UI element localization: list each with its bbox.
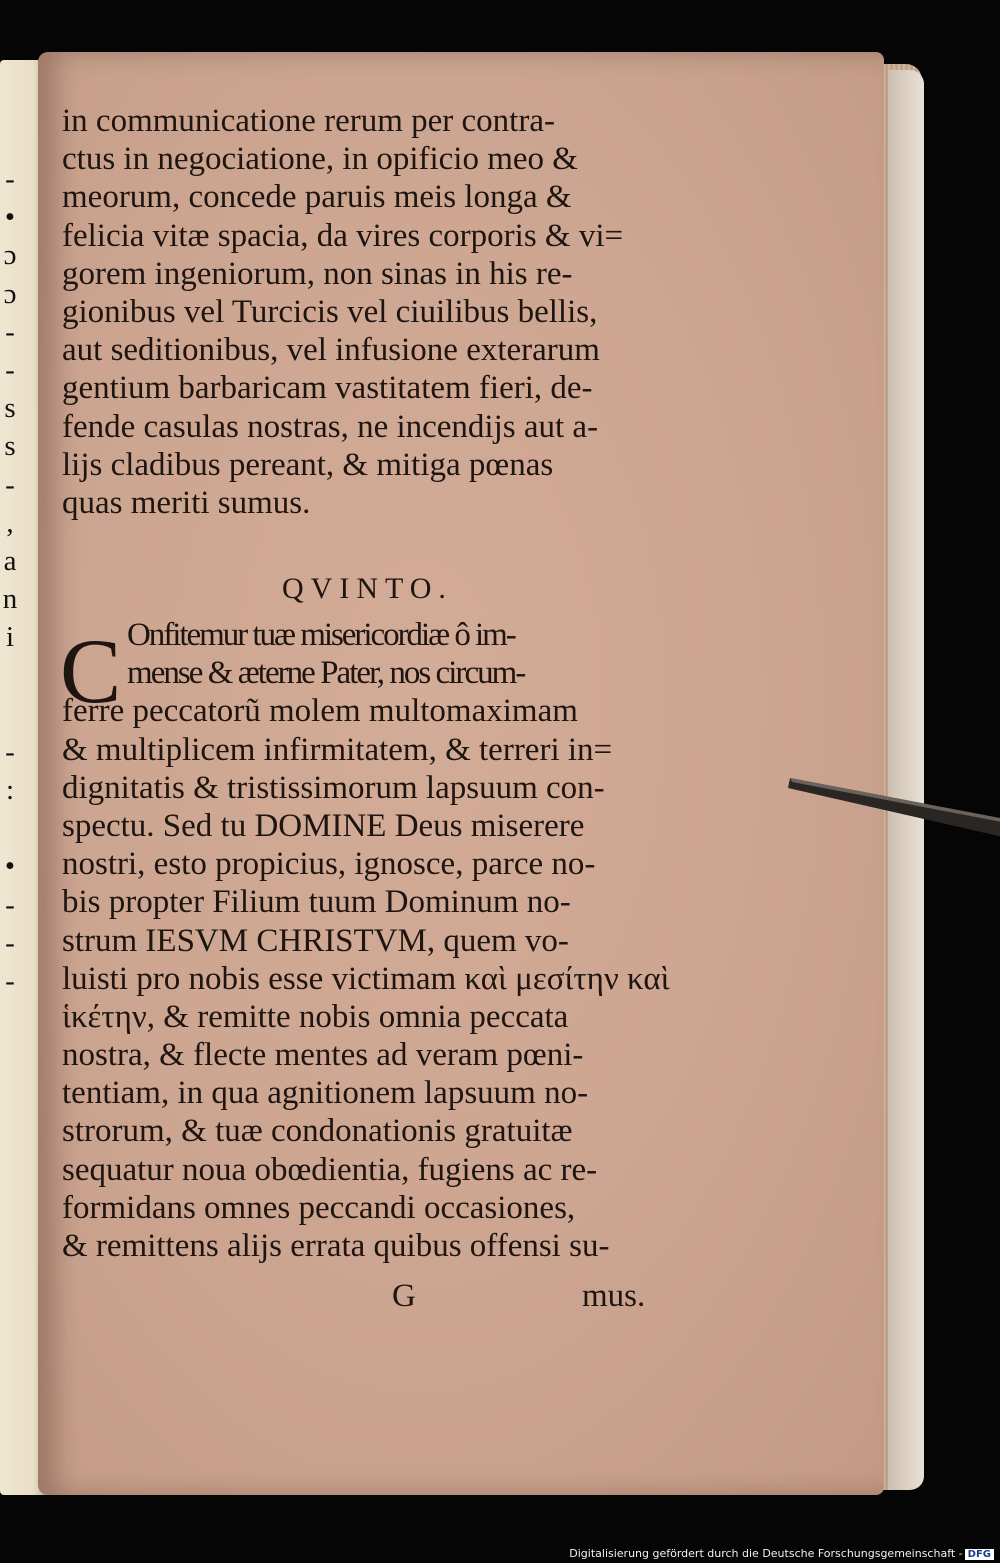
text-line: strorum, & tuæ condonationis gratuitæ — [62, 1113, 573, 1150]
text-line: gionibus vel Turcicis vel ciuilibus bellis, — [62, 293, 598, 330]
back-cover-edge — [888, 70, 924, 1490]
text-line: sequatur noua obœdientia, fugiens ac re- — [62, 1151, 598, 1188]
text-line: tentiam, in qua agnitionem lapsuum no- — [62, 1075, 589, 1112]
margin-fragment: a — [3, 544, 17, 577]
margin-fragment — [0, 695, 20, 733]
text-line: Onfitemur tuæ misericordiæ ô im- — [127, 617, 515, 653]
margin-fragment — [0, 656, 20, 694]
text-line: ἱκέτην, & remitte nobis omnia peccata — [62, 998, 569, 1035]
text-line: nostri, esto propicius, ignosce, parce no- — [62, 846, 596, 883]
text-line: luisti pro nobis esse victimam καὶ μεσίτην καὶ — [62, 960, 670, 997]
text-line: aut seditionibus, vel infusione exterarum — [62, 332, 600, 369]
text-line: strum IESVM CHRISTVM, quem vo- — [62, 922, 569, 959]
margin-fragment: n — [2, 583, 18, 616]
margin-fragment: - — [5, 353, 15, 386]
text-line: gentium barbaricam vastitatem fieri, de- — [62, 370, 593, 407]
text-line: fende casulas nostras, ne incendijs aut a- — [62, 408, 599, 445]
margin-fragment: • — [4, 850, 16, 883]
catchword: mus. — [582, 1278, 646, 1314]
text-line: lijs cladibus pereant, & mitiga pœnas — [62, 446, 554, 483]
digitization-credit — [569, 1547, 994, 1560]
text-line: in communicatione rerum per contra- — [62, 103, 555, 139]
text-line: spectu. Sed tu DOMINE Deus miserere — [62, 807, 585, 844]
margin-fragment: - — [5, 964, 15, 997]
margin-fragment: s — [4, 430, 16, 463]
paragraph-2 — [62, 616, 684, 1265]
text-line: ctus in negociatione, in opificio meo & — [62, 141, 578, 178]
paragraph-1 — [62, 102, 684, 522]
text-line: & multiplicem infirmitatem, & terreri in= — [62, 731, 613, 768]
facing-page-text-fragments — [0, 160, 20, 1000]
text-line: quas meriti sumus. — [62, 484, 311, 521]
dfg-logo: DFG — [965, 1549, 994, 1560]
margin-fragment: - — [5, 468, 15, 501]
margin-fragment: , — [6, 506, 14, 539]
margin-fragment: - — [5, 163, 15, 195]
text-line: nostra, & flecte mentes ad veram pœni- — [62, 1037, 584, 1074]
margin-fragment: • — [4, 201, 16, 234]
margin-fragment: - — [5, 888, 15, 921]
credit-text: Digitalisierung gefördert durch die Deutsche Forschungsgemeinschaft - — [569, 1547, 963, 1560]
text-line: mense & æterne Pater, nos circum- — [127, 655, 525, 692]
text-line: bis propter Filium tuum Dominum no- — [62, 884, 571, 921]
section-heading: QVINTO. — [282, 572, 453, 605]
margin-fragment: i — [5, 621, 15, 654]
text-line: & remittens alijs errata quibus offensi su- — [62, 1228, 610, 1264]
margin-fragment: ɔ — [3, 239, 17, 272]
text-line: meorum, concede paruis meis longa & — [62, 179, 572, 216]
margin-fragment: : — [5, 774, 15, 806]
signature-mark: G — [392, 1278, 416, 1314]
text-line: felicia vitæ spacia, da vires corporis & vi= — [62, 217, 624, 254]
text-line: formidans omnes peccandi occasiones, — [62, 1189, 576, 1226]
text-line: ferre peccatorũ molem multomaximam — [62, 693, 578, 730]
text-line: dignitatis & tristissimorum lapsuum con- — [62, 769, 605, 806]
drop-cap: C — [60, 620, 122, 722]
margin-fragment — [0, 809, 20, 847]
margin-fragment: - — [5, 315, 15, 348]
margin-fragment: - — [5, 735, 15, 768]
margin-fragment: ɔ — [3, 277, 17, 310]
text-line: gorem ingeniorum, non sinas in his re- — [62, 255, 573, 292]
margin-fragment: s — [4, 392, 16, 425]
margin-fragment: - — [5, 926, 15, 959]
